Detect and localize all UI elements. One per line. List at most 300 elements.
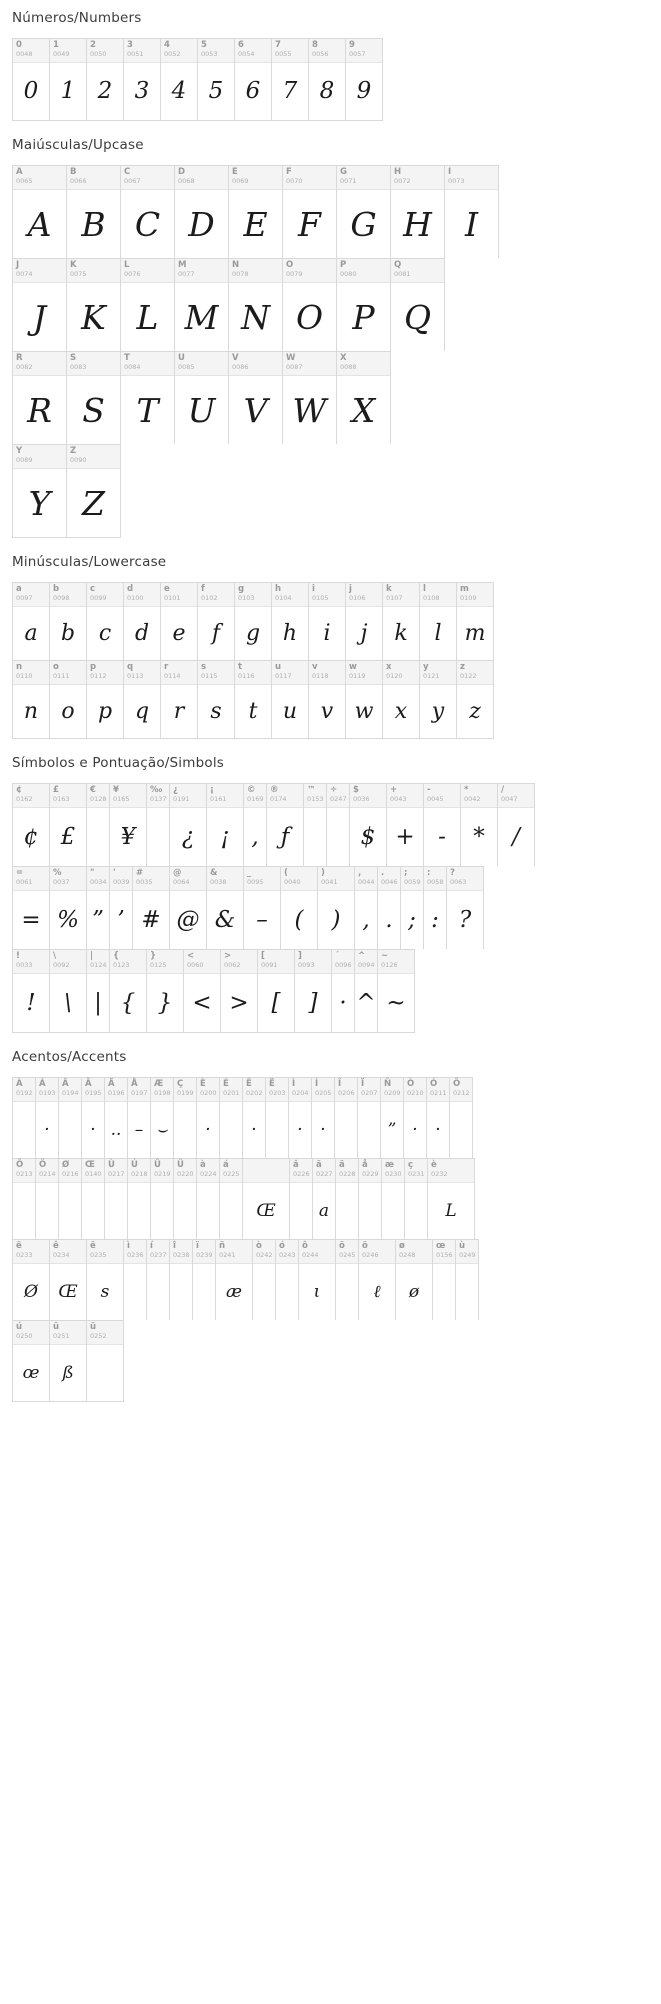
glyph-preview: ” [92, 906, 104, 933]
glyph-cell[interactable] [13, 950, 50, 1032]
glyph-cell[interactable] [175, 352, 229, 444]
glyph-cell[interactable] [147, 950, 184, 1032]
glyph-cell[interactable] [327, 784, 350, 866]
glyph-cell[interactable] [133, 867, 170, 949]
glyph-cell[interactable] [359, 1240, 396, 1320]
glyph-cell[interactable] [13, 1321, 50, 1401]
glyph-code-label: 0162 [16, 794, 33, 803]
glyph-char-label: 8 [312, 40, 318, 50]
glyph-cell[interactable] [355, 950, 378, 1032]
glyph-cell-header [198, 39, 234, 63]
glyph-cell[interactable] [229, 166, 283, 258]
glyph-char-label: N [232, 260, 240, 270]
glyph-char-label: * [464, 785, 469, 795]
glyph-preview: & [214, 906, 236, 933]
glyph-cell[interactable] [198, 661, 235, 738]
glyph-cell[interactable] [82, 1159, 105, 1239]
glyph-cell[interactable] [198, 39, 235, 120]
glyph-preview: Q [403, 297, 432, 337]
glyph-cell[interactable] [87, 1240, 124, 1320]
glyph-cell[interactable] [147, 1240, 170, 1320]
glyph-preview: a [24, 620, 38, 646]
glyph-cell[interactable] [50, 1240, 87, 1320]
glyph-cell[interactable] [295, 950, 332, 1032]
glyph-cell-header [391, 259, 444, 283]
glyph-char-label: c [90, 584, 96, 594]
glyph-cell-header [174, 1078, 196, 1102]
glyph-cell-header [355, 950, 377, 974]
glyph-cell[interactable] [457, 661, 494, 738]
glyph-code-label: 0219 [154, 1169, 171, 1178]
glyph-preview: ¡ [220, 823, 230, 850]
glyph-cell[interactable] [87, 661, 124, 738]
glyph-char-label: í [150, 1241, 153, 1251]
glyph-cell[interactable] [110, 867, 133, 949]
glyph-char-label: + [390, 785, 398, 795]
glyph-cell-header [312, 1078, 334, 1102]
glyph-cell-header [318, 867, 354, 891]
glyph-preview [124, 1264, 146, 1320]
glyph-cell[interactable] [312, 1078, 335, 1158]
glyph-cell[interactable] [420, 583, 457, 660]
glyph-cell[interactable] [387, 784, 424, 866]
glyph-char-label: £ [53, 785, 59, 795]
glyph-code-label: 0204 [292, 1088, 309, 1097]
glyph-preview: e [172, 620, 186, 646]
glyph-char-label: B [70, 167, 77, 177]
glyph-cell[interactable] [67, 445, 121, 537]
glyph-cell[interactable] [124, 1240, 147, 1320]
glyph-cell[interactable] [396, 1240, 433, 1320]
glyph-cell[interactable] [87, 583, 124, 660]
glyph-cell[interactable] [50, 583, 87, 660]
glyph-cell[interactable] [220, 1159, 243, 1239]
glyph-code-label: 0060 [187, 960, 204, 969]
glyph-cell[interactable] [457, 583, 494, 660]
glyph-code-label: 0093 [298, 960, 315, 969]
glyph-cell[interactable] [124, 661, 161, 738]
glyph-cell[interactable] [445, 166, 499, 258]
glyph-cell[interactable] [309, 39, 346, 120]
glyph-cell[interactable] [405, 1159, 428, 1239]
glyph-cell[interactable] [128, 1159, 151, 1239]
glyph-code-label: 0156 [436, 1250, 453, 1259]
glyph-cell[interactable] [336, 1159, 359, 1239]
glyph-cell-header [404, 1078, 426, 1102]
glyph-cell[interactable] [235, 661, 272, 738]
glyph-code-label: 0063 [450, 877, 467, 886]
glyph-cell[interactable] [105, 1159, 128, 1239]
glyph-cell-header [229, 166, 282, 190]
glyph-cell[interactable] [304, 784, 327, 866]
glyph-cell-header [290, 1159, 312, 1183]
glyph-cell[interactable] [272, 39, 309, 120]
glyph-cell-header [175, 166, 228, 190]
glyph-char-label: ^ [358, 951, 366, 961]
glyph-cell[interactable] [335, 1078, 358, 1158]
glyph-cell[interactable] [121, 259, 175, 351]
glyph-char-label: 1 [53, 40, 59, 50]
glyph-cell[interactable] [13, 1078, 36, 1158]
glyph-code-label: 0053 [201, 49, 218, 58]
glyph-cell[interactable] [50, 39, 87, 120]
glyph-cell[interactable] [450, 1078, 473, 1158]
glyph-cell[interactable] [350, 784, 387, 866]
glyph-cell[interactable] [50, 661, 87, 738]
glyph-cell[interactable] [110, 784, 147, 866]
glyph-preview [87, 1345, 123, 1401]
glyph-cell[interactable] [346, 661, 383, 738]
glyph-cell[interactable] [243, 1159, 290, 1239]
glyph-cell-header [13, 1240, 49, 1264]
glyph-cell-header [13, 445, 66, 469]
glyph-char-label: À [16, 1079, 23, 1089]
glyph-cell-header [420, 583, 456, 607]
glyph-code-label: 0163 [53, 794, 70, 803]
glyph-cell[interactable] [391, 166, 445, 258]
glyph-cell[interactable] [87, 39, 124, 120]
glyph-cell[interactable] [36, 1159, 59, 1239]
glyph-cell[interactable] [147, 784, 170, 866]
glyph-cell[interactable] [313, 1159, 336, 1239]
glyph-cell-header [50, 784, 86, 808]
glyph-rows [0, 165, 661, 538]
glyph-cell[interactable] [383, 583, 420, 660]
glyph-cell[interactable] [283, 166, 337, 258]
glyph-cell-header [272, 39, 308, 63]
glyph-cell[interactable] [110, 950, 147, 1032]
glyph-cell[interactable] [346, 583, 383, 660]
glyph-preview: D [188, 204, 215, 244]
glyph-char-label: L [124, 260, 130, 270]
glyph-cell[interactable] [175, 259, 229, 351]
glyph-preview [266, 1102, 288, 1158]
glyph-cell[interactable] [128, 1078, 151, 1158]
glyph-cell-header [110, 867, 132, 891]
glyph-cell[interactable] [221, 950, 258, 1032]
glyph-cell-header [456, 1240, 478, 1264]
glyph-cell[interactable] [13, 445, 67, 537]
glyph-cell[interactable] [358, 1078, 381, 1158]
glyph-cell[interactable] [337, 166, 391, 258]
glyph-cell[interactable] [461, 784, 498, 866]
glyph-cell[interactable] [346, 39, 383, 120]
glyph-cell[interactable] [170, 867, 207, 949]
glyph-cell[interactable] [267, 784, 304, 866]
glyph-cell[interactable] [67, 166, 121, 258]
glyph-cell[interactable] [13, 867, 50, 949]
glyph-cell[interactable] [381, 1078, 404, 1158]
glyph-cell[interactable] [174, 1159, 197, 1239]
glyph-cell[interactable] [13, 39, 50, 120]
glyph-cell[interactable] [87, 867, 110, 949]
glyph-char-label: ô [302, 1241, 308, 1251]
glyph-cell-header [128, 1159, 150, 1183]
glyph-preview: = [21, 906, 41, 933]
glyph-preview: O [295, 297, 324, 337]
glyph-code-label: 0205 [315, 1088, 332, 1097]
glyph-cell[interactable] [124, 583, 161, 660]
glyph-preview: ⌣ [156, 1119, 168, 1140]
glyph-cell[interactable] [216, 1240, 253, 1320]
glyph-cell[interactable] [151, 1078, 174, 1158]
glyph-cell[interactable] [207, 867, 244, 949]
glyph-preview [174, 1102, 196, 1158]
glyph-cell[interactable] [427, 1078, 450, 1158]
glyph-cell-header [359, 1240, 395, 1264]
glyph-preview [13, 1183, 35, 1239]
glyph-preview: n [23, 698, 39, 724]
glyph-cell-header [13, 1321, 49, 1345]
glyph-cell[interactable] [428, 1159, 475, 1239]
glyph-cell[interactable] [283, 259, 337, 351]
glyph-char-label: É [223, 1079, 229, 1089]
glyph-cell[interactable] [383, 661, 420, 738]
glyph-cell[interactable] [424, 867, 447, 949]
glyph-cell-header [207, 784, 243, 808]
glyph-char-label: a [16, 584, 22, 594]
glyph-preview: # [141, 906, 161, 933]
glyph-preview: - [438, 823, 446, 850]
glyph-cell[interactable] [170, 1240, 193, 1320]
glyph-code-label: 0048 [16, 49, 33, 58]
glyph-cell[interactable] [151, 1159, 174, 1239]
glyph-cell-header [13, 352, 66, 376]
glyph-cell-header [396, 1240, 432, 1264]
glyph-cell[interactable] [13, 661, 50, 738]
glyph-char-label: ´ [335, 951, 340, 961]
glyph-cell-header [13, 784, 49, 808]
glyph-preview [220, 1102, 242, 1158]
glyph-section [0, 1039, 661, 1402]
glyph-cell[interactable] [378, 950, 415, 1032]
glyph-cell[interactable] [359, 1159, 382, 1239]
glyph-preview: – [256, 906, 268, 933]
glyph-cell[interactable] [382, 1159, 405, 1239]
glyph-cell[interactable] [170, 784, 207, 866]
glyph-cell[interactable] [161, 39, 198, 120]
glyph-preview [147, 808, 169, 866]
glyph-cell[interactable] [332, 950, 355, 1032]
glyph-cell[interactable] [13, 352, 67, 444]
glyph-char-label: È [200, 1079, 206, 1089]
glyph-cell[interactable] [87, 1321, 124, 1401]
glyph-cell[interactable] [67, 352, 121, 444]
glyph-cell[interactable] [59, 1078, 82, 1158]
glyph-char-label: Í [315, 1079, 319, 1089]
glyph-cell[interactable] [13, 1159, 36, 1239]
glyph-cell[interactable] [13, 784, 50, 866]
glyph-preview: L [136, 297, 159, 337]
glyph-row [12, 949, 415, 1033]
glyph-cell[interactable] [161, 661, 198, 738]
glyph-cell-header [281, 867, 317, 891]
glyph-code-label: 0057 [349, 49, 366, 58]
glyph-cell[interactable] [276, 1240, 299, 1320]
glyph-cell[interactable] [82, 1078, 105, 1158]
glyph-char-label: f [201, 584, 205, 594]
glyph-cell[interactable] [266, 1078, 289, 1158]
glyph-cell[interactable] [337, 259, 391, 351]
glyph-cell[interactable] [197, 1078, 220, 1158]
glyph-cell[interactable] [378, 867, 401, 949]
glyph-char-label: ÷ [330, 785, 338, 795]
glyph-cell-header [309, 583, 345, 607]
glyph-code-label: 0073 [448, 176, 465, 185]
glyph-char-label: o [53, 662, 59, 672]
glyph-cell[interactable] [336, 1240, 359, 1320]
glyph-cell[interactable] [404, 1078, 427, 1158]
glyph-cell-header [67, 445, 120, 469]
glyph-cell[interactable] [13, 583, 50, 660]
glyph-char-label: Ó [430, 1079, 438, 1089]
glyph-cell-header [133, 867, 169, 891]
glyph-cell[interactable] [309, 583, 346, 660]
glyph-code-label: 0033 [16, 960, 33, 969]
glyph-char-label: - [427, 785, 431, 795]
glyph-cell[interactable] [433, 1240, 456, 1320]
glyph-char-label: W [286, 353, 296, 363]
glyph-cell[interactable] [229, 259, 283, 351]
glyph-cell[interactable] [290, 1159, 313, 1239]
glyph-char-label: V [232, 353, 239, 363]
glyph-cell[interactable] [272, 661, 309, 738]
glyph-char-label: ! [16, 951, 20, 961]
glyph-cell[interactable] [105, 1078, 128, 1158]
glyph-char-label: r [164, 662, 169, 672]
glyph-preview [147, 1264, 169, 1320]
glyph-preview: j [360, 620, 368, 646]
glyph-cell[interactable] [161, 583, 198, 660]
glyph-cell-header [350, 784, 386, 808]
glyph-cell[interactable] [87, 950, 110, 1032]
glyph-cell[interactable] [50, 784, 87, 866]
glyph-code-label: 0046 [381, 877, 398, 886]
glyph-cell[interactable] [235, 583, 272, 660]
glyph-cell[interactable] [424, 784, 461, 866]
glyph-cell[interactable] [13, 166, 67, 258]
glyph-cell[interactable] [318, 867, 355, 949]
glyph-cell[interactable] [197, 1159, 220, 1239]
glyph-cell[interactable] [124, 39, 161, 120]
glyph-cell[interactable] [337, 352, 391, 444]
glyph-cell-header [355, 867, 377, 891]
glyph-code-label: 0098 [53, 593, 70, 602]
glyph-code-label: 0244 [302, 1250, 319, 1259]
glyph-code-label: 0104 [275, 593, 292, 602]
glyph-cell-header [235, 583, 271, 607]
glyph-preview: K [81, 297, 106, 337]
glyph-char-label: ; [404, 868, 408, 878]
glyph-preview [59, 1183, 81, 1239]
glyph-cell[interactable] [207, 784, 244, 866]
glyph-cell[interactable] [253, 1240, 276, 1320]
glyph-cell[interactable] [391, 259, 445, 351]
glyph-cell[interactable] [87, 784, 110, 866]
glyph-char-label: Ñ [384, 1079, 392, 1089]
glyph-cell[interactable] [50, 950, 87, 1032]
glyph-cell[interactable] [174, 1078, 197, 1158]
glyph-cell-header [13, 950, 49, 974]
glyph-cell-header [87, 39, 123, 63]
glyph-cell[interactable] [244, 867, 281, 949]
glyph-cell[interactable] [309, 661, 346, 738]
glyph-cell[interactable] [121, 352, 175, 444]
glyph-code-label: 0226 [293, 1169, 310, 1178]
glyph-code-label: 0077 [178, 269, 195, 278]
glyph-cell[interactable] [243, 1078, 266, 1158]
glyph-cell[interactable] [229, 352, 283, 444]
glyph-char-label: m [460, 584, 469, 594]
glyph-cell[interactable] [258, 950, 295, 1032]
glyph-cell-header [381, 1078, 403, 1102]
glyph-code-label: 0116 [238, 671, 255, 680]
glyph-char-label: k [386, 584, 392, 594]
glyph-cell[interactable] [198, 583, 235, 660]
glyph-char-label: p [90, 662, 97, 672]
glyph-cell[interactable] [289, 1078, 312, 1158]
glyph-cell[interactable] [121, 166, 175, 258]
glyph-cell[interactable] [193, 1240, 216, 1320]
glyph-cell[interactable] [420, 661, 457, 738]
glyph-cell[interactable] [13, 1240, 50, 1320]
glyph-cell[interactable] [498, 784, 535, 866]
glyph-char-label: ó [279, 1241, 285, 1251]
glyph-preview [433, 1264, 455, 1320]
glyph-cell[interactable] [401, 867, 424, 949]
glyph-code-label: 0117 [275, 671, 292, 680]
glyph-char-label: Ç [177, 1079, 184, 1089]
glyph-cell[interactable] [447, 867, 484, 949]
glyph-cell[interactable] [175, 166, 229, 258]
glyph-code-label: 0121 [423, 671, 440, 680]
glyph-code-label: 0097 [16, 593, 33, 602]
glyph-char-label: ü [90, 1322, 97, 1332]
glyph-cell-header [382, 1159, 404, 1183]
glyph-cell[interactable] [184, 950, 221, 1032]
glyph-cell[interactable] [50, 867, 87, 949]
glyph-char-label: ¡ [210, 785, 214, 795]
glyph-code-label: 0165 [113, 794, 130, 803]
glyph-cell-header [235, 39, 271, 63]
glyph-cell[interactable] [244, 784, 267, 866]
glyph-char-label: Ë [269, 1079, 275, 1089]
glyph-preview: R [27, 390, 52, 430]
glyph-cell[interactable] [283, 352, 337, 444]
glyph-cell[interactable] [272, 583, 309, 660]
glyph-code-label: 0200 [200, 1088, 217, 1097]
glyph-cell[interactable] [355, 867, 378, 949]
glyph-cell[interactable] [299, 1240, 336, 1320]
glyph-cell[interactable] [50, 1321, 87, 1401]
glyph-cell-header [105, 1078, 127, 1102]
glyph-cell[interactable] [13, 259, 67, 351]
glyph-cell[interactable] [67, 259, 121, 351]
glyph-code-label: 0214 [39, 1169, 56, 1178]
glyph-code-label: 0064 [173, 877, 190, 886]
glyph-rows [0, 582, 661, 739]
glyph-preview: t [248, 698, 258, 724]
glyph-cell[interactable] [456, 1240, 479, 1320]
glyph-cell[interactable] [235, 39, 272, 120]
glyph-cell[interactable] [281, 867, 318, 949]
glyph-code-label: 0088 [340, 362, 357, 371]
glyph-cell[interactable] [59, 1159, 82, 1239]
glyph-preview [359, 1183, 381, 1239]
glyph-cell[interactable] [36, 1078, 59, 1158]
glyph-cell[interactable] [220, 1078, 243, 1158]
glyph-code-label: 0052 [164, 49, 181, 58]
